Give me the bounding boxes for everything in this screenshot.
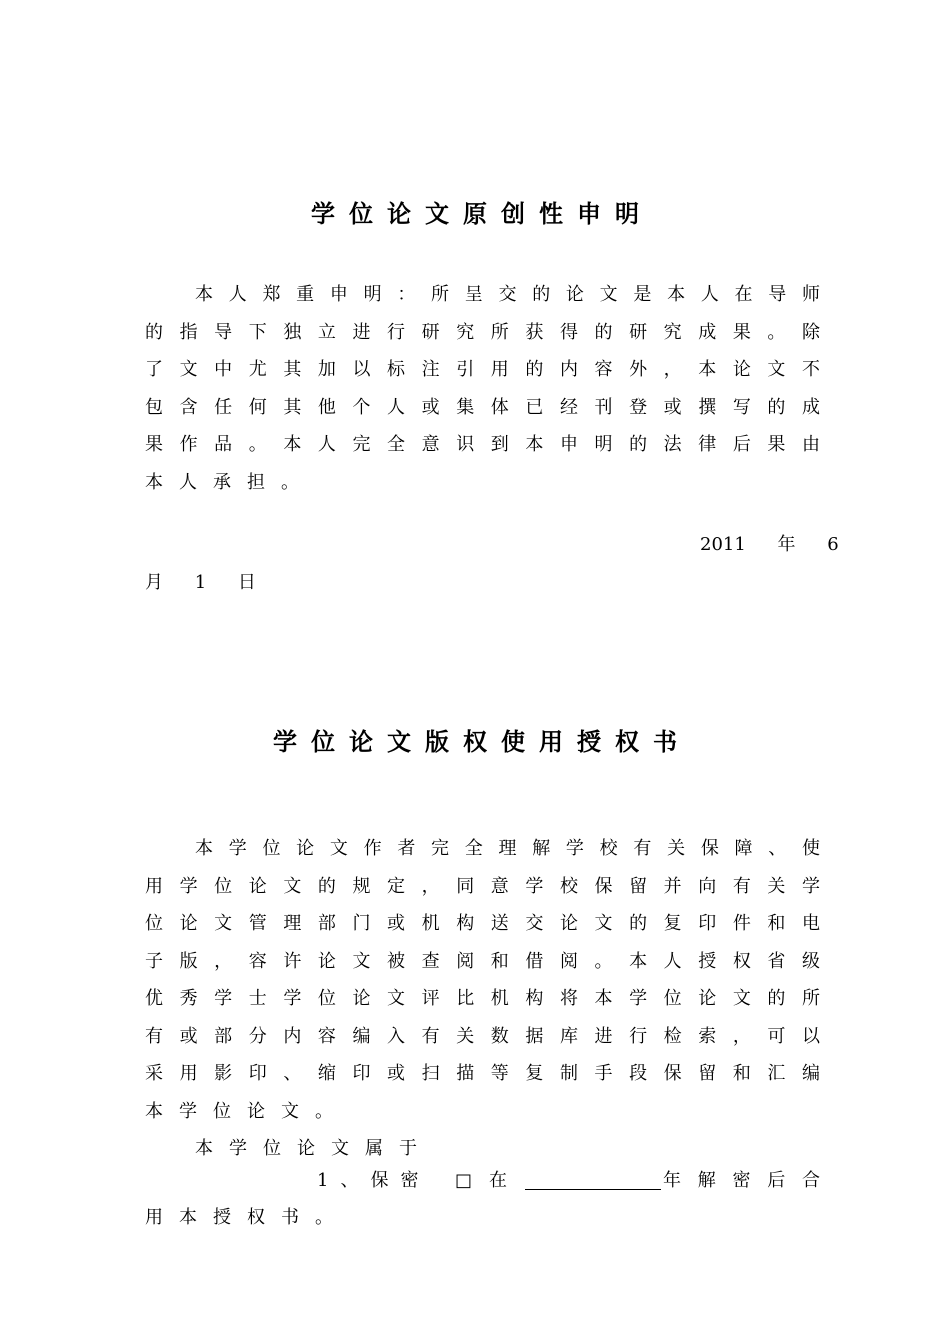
secret-last-line: 用本授权书。	[145, 1207, 349, 1228]
authorization-line-1: 本 学 位 论 文 作 者 完 全 理 解 学 校 有 关 保 障 、 使	[195, 838, 820, 859]
authorization-paragraph	[145, 830, 820, 1168]
declaration-date-year: 2011 年 6	[700, 534, 839, 555]
secret-in-label: 在	[489, 1170, 507, 1191]
declaration-line-1: 本 人 郑 重 申 明 ： 所 呈 交 的 论 文 是 本 人 在 导 师	[195, 284, 820, 305]
authorization-line-8: 本学位论文。	[145, 1100, 349, 1122]
authorization-title: 学位论文版权使用授权书	[273, 728, 691, 756]
declaration-paragraph	[145, 276, 820, 501]
declaration-title: 学位论文原创性申明	[311, 200, 653, 228]
declaration-line-2: 的 指 导 下 独 立 进 行 研 究 所 获 得 的 研 究 成 果 。 除	[145, 321, 820, 343]
authorization-line-5: 优 秀 学 士 学 位 论 文 评 比 机 构 将 本 学 位 论 文 的 所	[145, 988, 820, 1009]
secrecy-option-line	[145, 1162, 820, 1200]
declaration-line-6: 本人承担。	[145, 471, 315, 493]
secret-checkbox[interactable]: □	[455, 1170, 473, 1191]
authorization-line-2: 用 学 位 论 文 的 规 定 ， 同 意 学 校 保 留 并 向 有 关 学	[145, 875, 820, 897]
belongs-line: 本学位论文属于	[195, 1138, 433, 1159]
secret-year-blank[interactable]	[525, 1189, 661, 1190]
authorization-line-7: 采 用 影 印 、 缩 印 或 扫 描 等 复 制 手 段 保 留 和 汇 编	[145, 1063, 820, 1084]
authorization-line-6: 有 或 部 分 内 容 编 入 有 关 数 据 库 进 行 检 索 ， 可 以	[145, 1025, 820, 1047]
secret-option-label: 1、保密	[317, 1170, 431, 1191]
secret-after-label: 年解密后合	[663, 1170, 820, 1191]
declaration-line-4: 包 含 任 何 其 他 个 人 或 集 体 已 经 刊 登 或 撰 写 的 成	[145, 396, 820, 418]
declaration-line-5: 果 作 品 。 本 人 完 全 意 识 到 本 申 明 的 法 律 后 果 由	[145, 434, 820, 455]
authorization-line-4: 子 版 ， 容 许 论 文 被 查 阅 和 借 阅 。 本 人 授 权 省 级	[145, 950, 820, 972]
declaration-line-3: 了 文 中 尤 其 加 以 标 注 引 用 的 内 容 外 ， 本 论 文 不	[145, 359, 820, 380]
authorization-line-3: 位 论 文 管 理 部 门 或 机 构 送 交 论 文 的 复 印 件 和 电	[145, 913, 820, 934]
declaration-date-month: 月 1 日	[145, 572, 256, 593]
